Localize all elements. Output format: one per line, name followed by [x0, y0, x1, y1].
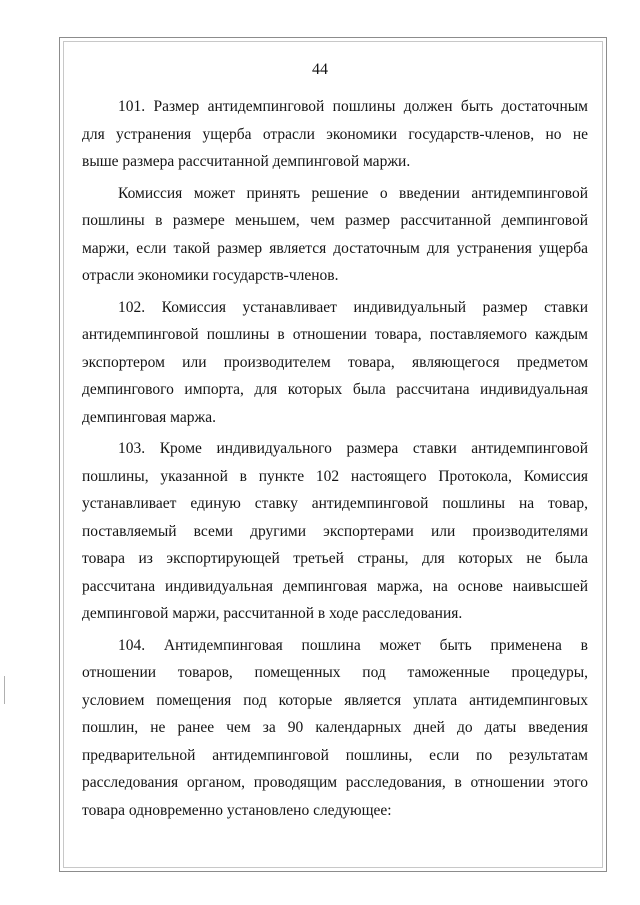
text-line: антидемпинговой пошлины в отношении товара, поставляемого каждым — [82, 326, 588, 343]
text-line: отрасли экономики государств-членов. — [82, 267, 339, 284]
text-line: отношении товаров, помещенных под таможенные процедуры, — [82, 664, 588, 681]
paragraph-104 — [82, 632, 588, 825]
text-line: товара одновременно установлено следующее: — [82, 801, 392, 819]
paragraph-101 — [82, 93, 588, 176]
text-line: 103. Кроме индивидуального размера ставки антидемпинговой — [118, 440, 588, 457]
paragraph-102 — [82, 294, 588, 432]
text-line: устанавливает единую ставку антидемпинговой пошлины на товар, — [82, 495, 588, 512]
text-line: поставляемый всеми другими экспортерами или производителями — [82, 522, 588, 540]
text-line: маржи, если такой размер является достаточным для устранения ущерба — [82, 239, 588, 257]
text-line: 101. Размер антидемпинговой пошлины должен быть достаточным — [118, 98, 588, 115]
text-line: демпинговая маржа. — [82, 408, 216, 426]
text-line: демпингового импорта, для которых была рассчитана индивидуальная — [82, 381, 588, 398]
text-line: экспортером или производителем товара, являющегося предметом — [82, 353, 588, 371]
paragraph-101-commission — [82, 180, 588, 290]
page-number: 44 — [312, 61, 328, 78]
text-line: пошлины в размере меньшем, чем размер рассчитанной демпинговой — [82, 212, 588, 229]
text-line: предварительной антидемпинговой пошлины, если по результатам — [82, 746, 588, 764]
text-line: демпинговой маржи, рассчитанной в ходе расследования. — [82, 605, 463, 622]
text-line: 102. Комиссия устанавливает индивидуальный размер ставки — [118, 298, 588, 316]
text-line: расследования органом, проводящим расследования, в отношении этого — [82, 774, 588, 791]
text-line: выше размера рассчитанной демпинговой маржи. — [82, 153, 411, 170]
text-line: рассчитана индивидуальная демпинговая маржа, на основе наивысшей — [82, 577, 588, 595]
text-line: товара из экспортирующей третьей страны, для которых не была — [82, 550, 588, 567]
document-body — [82, 93, 588, 824]
text-line: условием помещения под которые является уплата антидемпинговых — [82, 691, 588, 709]
text-line: пошлин, не ранее чем за 90 календарных дней до даты введения — [82, 719, 588, 736]
text-line: Комиссия может принять решение о введении антидемпинговой — [118, 184, 588, 202]
scan-margin-mark — [4, 676, 5, 704]
paragraph-103 — [82, 435, 588, 628]
text-line: пошлины, указанной в пункте 102 настоящего Протокола, Комиссия — [82, 467, 588, 485]
text-line: 104. Антидемпинговая пошлина может быть применена в — [118, 636, 588, 654]
text-line: для устранения ущерба отрасли экономики государств-членов, но не — [82, 125, 588, 143]
